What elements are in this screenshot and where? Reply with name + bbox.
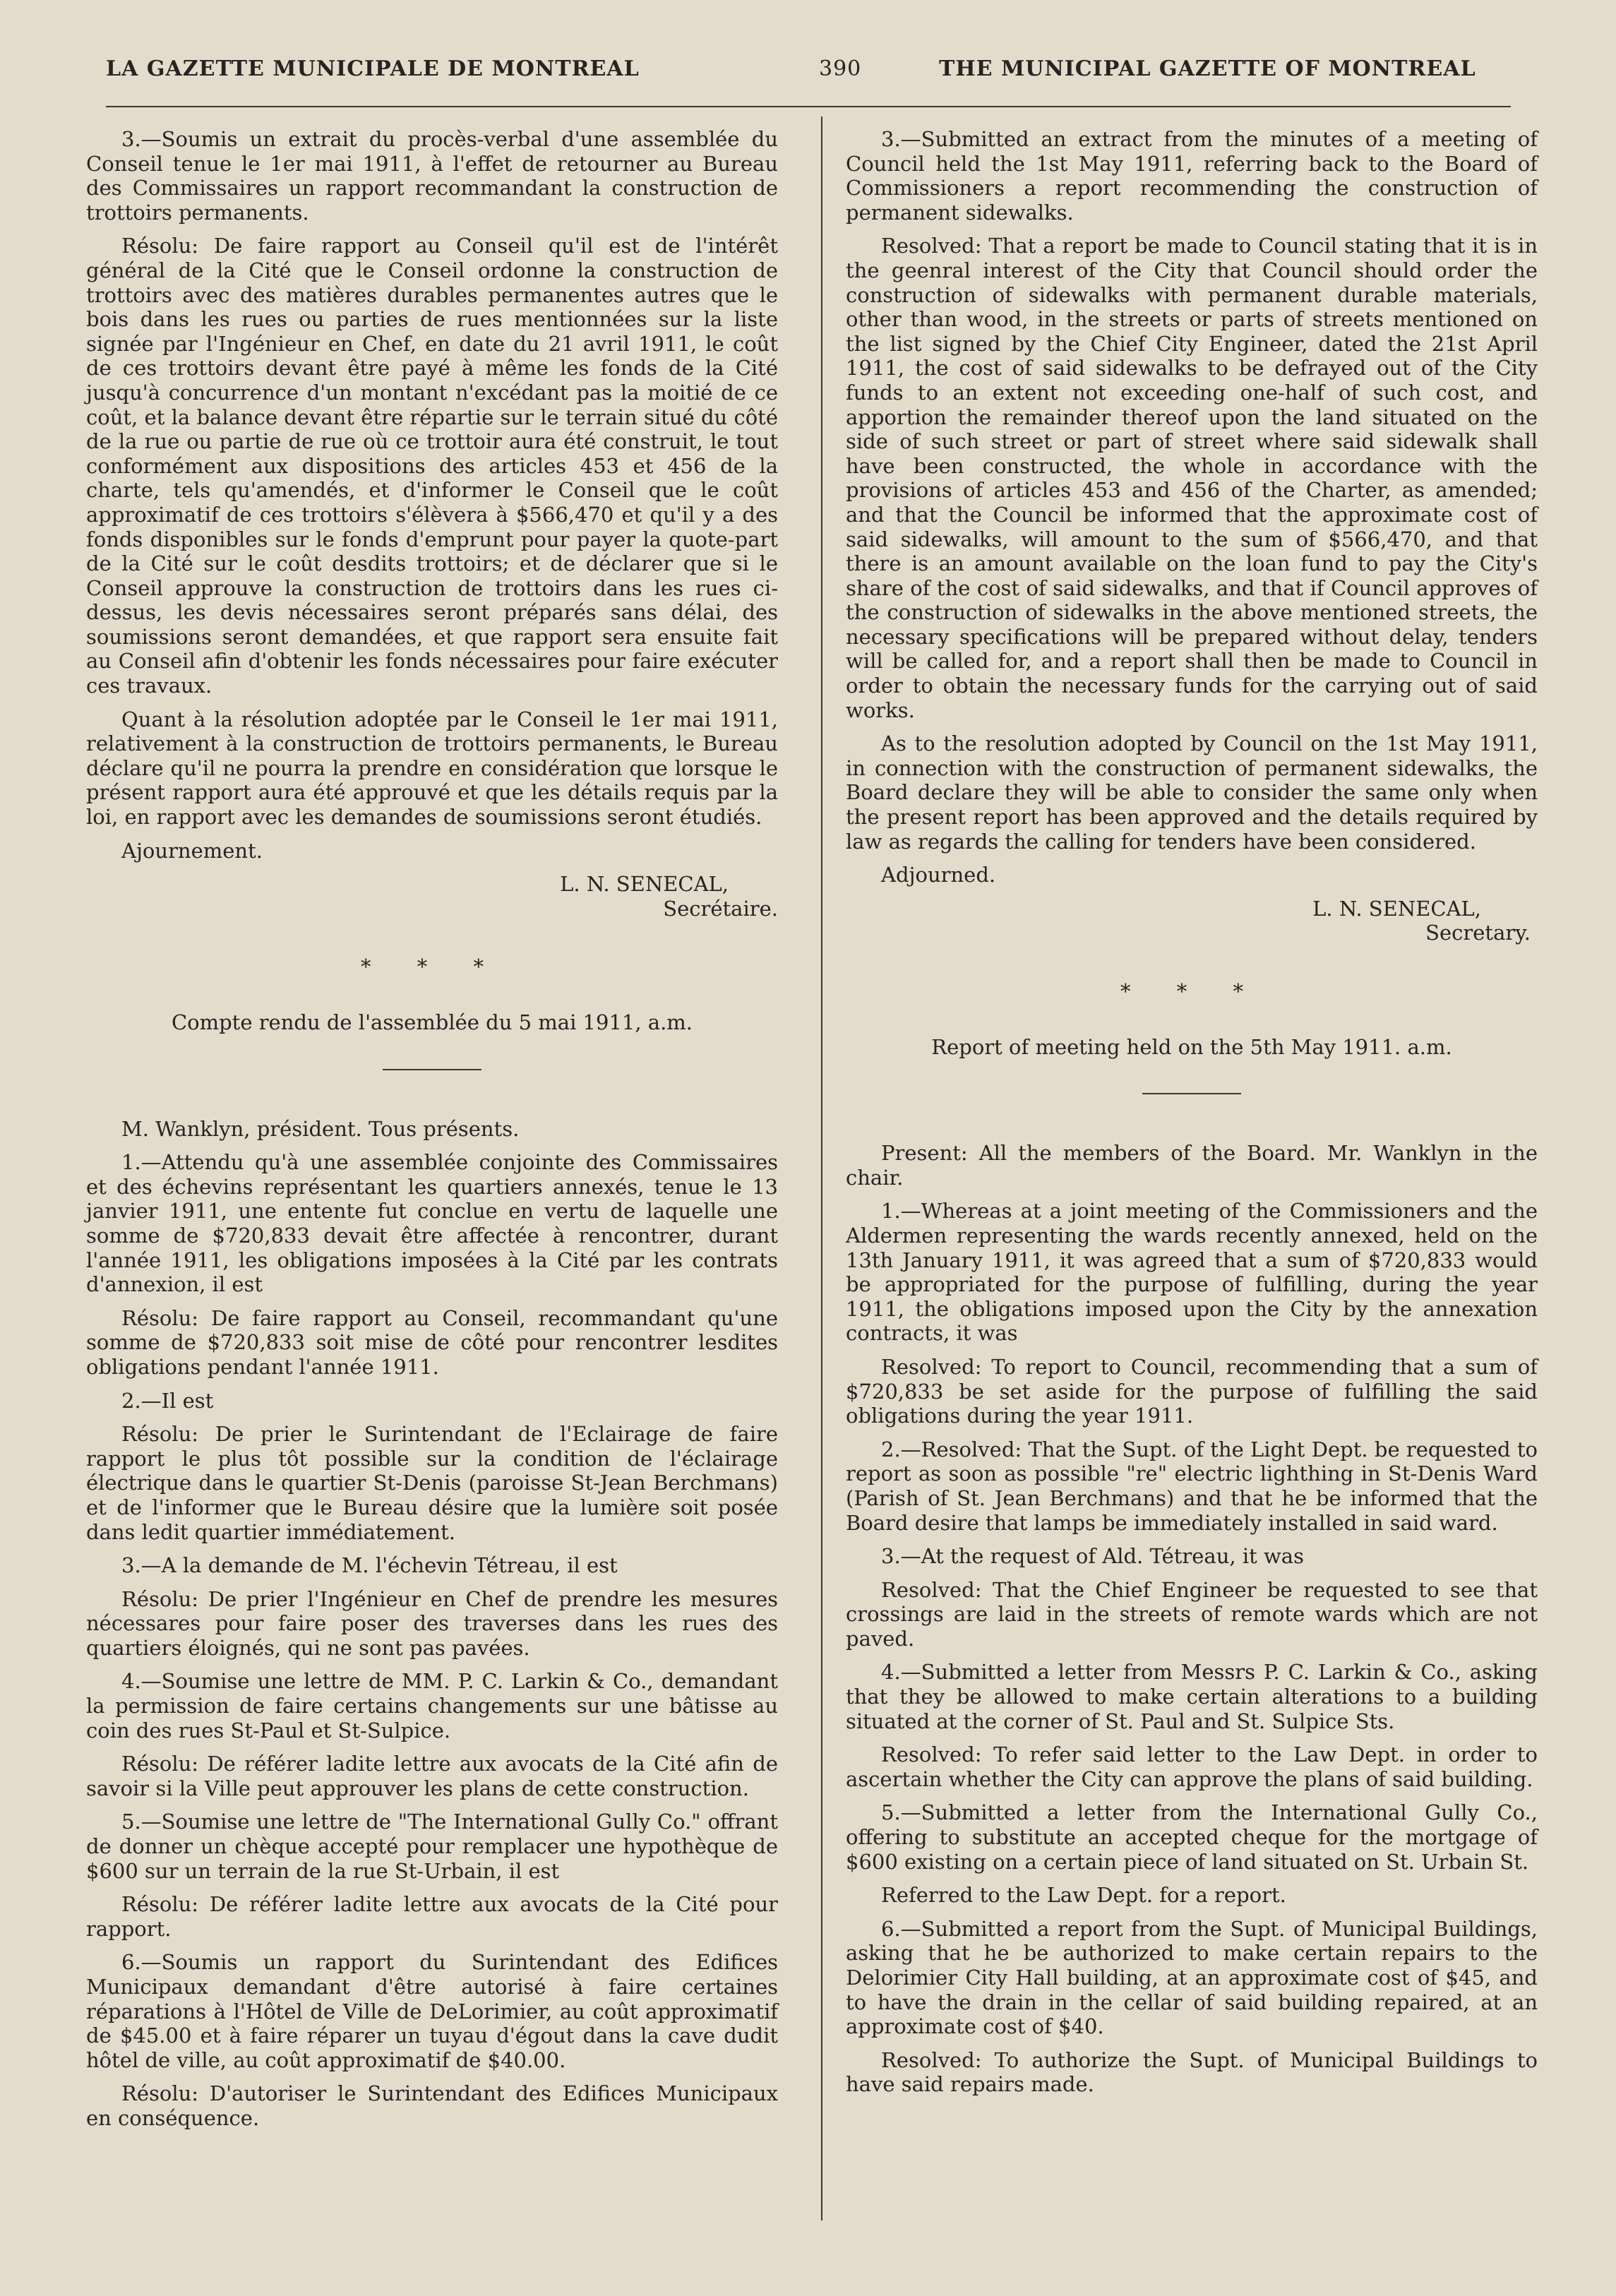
- resolution: Résolu: De prier l'Ingénieur en Chef de prendre les mesures nécessares pour faire poser des traverses dans les rues des quartiers éloignés, qui ne sont pas pavées.: [86, 1586, 778, 1660]
- column-divider: [821, 116, 822, 2220]
- item: 6.—Soumis un rapport du Surintendant des Edifices Municipaux demandant d'être autorisé à faire certaines réparations à l'Hôtel de Ville de DeLorimier, au coût approximatif de $45.00 et à faire réparer un tuyau d'égout dans la cave dudit hôtel de ville, au coût approximatif de $40.00.: [86, 1950, 778, 2072]
- resolution: Résolu: De prier le Surintendant de l'Eclairage de faire rapport le plus tôt possible sur la condition de l'éclairage électrique dans le quartier St-Denis (paroisse St-Jean Berchmans) et de l'informer que le Bureau désire que la lumière soit posée dans ledit quartier immédiatement.: [86, 1422, 778, 1544]
- resolution: Résolu: D'autoriser le Surintendant des Edifices Municipaux en conséquence.: [86, 2081, 778, 2130]
- item: 5.—Soumise une lettre de "The International Gully Co." offrant de donner un chèque accepté pour remplacer une hypothèque de $600 sur un terrain de la rue St-Urbain, il est: [86, 1810, 778, 1883]
- item: 1.—Attendu qu'à une assemblée conjointe des Commissaires et des échevins représentant les quartiers annexés, tenue le 13 janvier 1911, une entente fut conclue en vertu de laquelle une somme de $720,833 devait être affectée à rencontrer, durant l'année 1911, les obligations imposées à la Cité par les contrats d'annexion, il est: [86, 1150, 778, 1297]
- meeting-title: Compte rendu de l'assemblée du 5 mai 1911, a.m.: [171, 1010, 693, 1034]
- resolution: Résolu: De faire rapport au Conseil, recommandant qu'une somme de $720,833 soit mise de côté pour rencontrer lesdites obligations pendant l'année 1911.: [86, 1305, 778, 1379]
- item: 2.—Resolved: That the Supt. of the Light Dept. be requested to report as soon as possible "re" electric lighthing in St-Denis Ward (Parish of St. Jean Berchmans) and that he be informed that the Board desire that lamps be immediately installed in said ward.: [846, 1437, 1538, 1535]
- signature-title: Secrétaire.: [663, 896, 778, 921]
- paragraph: Quant à la résolution adoptée par le Conseil le 1er mai 1911, relativement à la construction de trottoirs permanents, le Bureau déclare qu'il ne pourra la prendre en considération que lorsque le présent rapport aura été approuvé et que les détails requis par la loi, en rapport avec les demandes de soumissions seront étudiés.: [86, 707, 778, 830]
- section-rule: [383, 1069, 481, 1070]
- section-rule: [1142, 1093, 1241, 1094]
- signature-name: L. N. SENECAL,: [1312, 896, 1481, 921]
- item: 3.—At the request of Ald. Tétreau, it was: [881, 1544, 1304, 1569]
- signature-name: L. N. SENECAL,: [560, 872, 729, 897]
- english-column: [846, 127, 1538, 2106]
- signature-title: Secretary.: [1425, 921, 1531, 945]
- header-rule: [106, 106, 1511, 107]
- paragraph: 3.—Submitted an extract from the minutes of a meeting of Council held the 1st May 1911, referring back to the Board of Commissioners a report recommending the construction of permanent sidewalks.: [846, 127, 1538, 225]
- resolution: Resolved: To report to Council, recommending that a sum of $720,833 be set aside for the purpose of fulfilling the said obligations during the year 1911.: [846, 1354, 1538, 1428]
- item: 6.—Submitted a report from the Supt. of Municipal Buildings, asking that he be authorized to make certain repairs to the Delorimier City Hall building, at an approximate cost of $45, and to have the drain in the cellar of said building repaired, at an approximate cost of $40.: [846, 1916, 1538, 2039]
- adjournment: Ajournement.: [121, 838, 263, 863]
- paragraph: 3.—Soumis un extrait du procès-verbal d'une assemblée du Conseil tenue le 1er mai 1911, à l'effet de retourner au Bureau des Commissaires un rapport recommandant la construction de trottoirs permanents.: [86, 127, 778, 225]
- paragraph: As to the resolution adopted by Council on the 1st May 1911, in connection with the construction of permanent sidewalks, the Board declare they will be able to consider the same only when the present report has been approved and the details required by law as regards the calling for tenders have been considered.: [846, 731, 1538, 854]
- attendance: M. Wanklyn, président. Tous présents.: [121, 1116, 520, 1141]
- resolution: Resolved: To refer said letter to the Law Dept. in order to ascertain whether the City can approve the plans of said building.: [846, 1742, 1538, 1791]
- header-french-title: LA GAZETTE MUNICIPALE DE MONTREAL: [106, 56, 640, 81]
- resolution: Resolved: To authorize the Supt. of Municipal Buildings to have said repairs made.: [846, 2047, 1538, 2097]
- page-header: [106, 56, 1511, 99]
- page-number: 390: [819, 56, 862, 81]
- section-stars: * * *: [1120, 979, 1263, 1003]
- item: 1.—Whereas at a joint meeting of the Commissioners and the Aldermen representing the wards recently annexed, held on the 13th January 1911, it was agreed that a sum of $720,833 would be appropriated for the purpose of fulfilling, during the year 1911, the obligations imposed upon the City by the annexation contracts, it was: [846, 1199, 1538, 1346]
- resolution: Résolu: De référer ladite lettre aux avocats de la Cité pour rapport.: [86, 1892, 778, 1941]
- french-column: [86, 127, 778, 2140]
- item: 2.—Il est: [121, 1388, 214, 1413]
- item: 4.—Soumise une lettre de MM. P. C. Larkin & Co., demandant la permission de faire certains changements sur une bâtisse au coin des rues St-Paul et St-Sulpice.: [86, 1669, 778, 1742]
- adjournment: Adjourned.: [881, 863, 996, 887]
- section-stars: * * *: [361, 955, 503, 979]
- signature-block: [86, 872, 778, 921]
- resolution: Résolu: De référer ladite lettre aux avocats de la Cité afin de savoir si la Ville peut approuver les plans de cette construction.: [86, 1752, 778, 1800]
- resolution: Referred to the Law Dept. for a report.: [881, 1883, 1286, 1908]
- item: 4.—Submitted a letter from Messrs P. C. Larkin & Co., asking that they be allowed to make certain alterations to a building situated at the corner of St. Paul and St. Sulpice Sts.: [846, 1660, 1538, 1733]
- paragraph: Résolu: De faire rapport au Conseil qu'il est de l'intérêt général de la Cité que le Conseil ordonne la construction de trottoirs avec des matières durables permanentes autres que le bois dans les rues ou parties de rues mentionnées sur la liste signée par l'Ingénieur en Chef, en date du 21 avril 1911, le coût de ces trottoirs devant être payé à même les fonds de la Cité jusqu'à concurrence d'un montant n'excédant pas la moitié de ce coût, et la balance devant être répartie sur le terrain situé du côté de la rue ou partie de rue où ce trottoir aura été construit, le tout conformément aux dispositions des articles 453 et 456 de la charte, tels qu'amendés, et d'informer le Conseil que le coût approximatif de ces trottoirs s'élèvera à $566,470 et qu'il y a des fonds disponibles sur le fonds d'emprunt pour payer la quote-part de la Cité sur le coût desdits trottoirs; et de déclarer que si le Conseil approuve la construction de trottoirs dans les rues ci-dessus, les devis nécessaires seront préparés sans délai, des soumissions seront demandées, et que rapport sera ensuite fait au Conseil afin d'obtenir les fonds nécessaires pour faire exécuter ces travaux.: [86, 234, 778, 698]
- item: 3.—A la demande de M. l'échevin Tétreau, il est: [121, 1553, 618, 1578]
- resolution: Resolved: That the Chief Engineer be requested to see that crossings are laid in the streets of remote wards which are not paved.: [846, 1577, 1538, 1651]
- header-english-title: THE MUNICIPAL GAZETTE OF MONTREAL: [939, 56, 1476, 81]
- signature-block: [846, 897, 1538, 945]
- item: 5.—Submitted a letter from the International Gully Co., offering to substitute an accepted cheque for the mortgage of $600 existing on a certain piece of land situated on St. Urbain St.: [846, 1800, 1538, 1874]
- attendance: Present: All the members of the Board. Mr. Wanklyn in the chair.: [846, 1141, 1538, 1190]
- paragraph: Resolved: That a report be made to Council stating that it is in the geenral interest of the City that Council should order the construction of sidewalks with permanent durable materials, other than wood, in the streets or parts of streets mentioned on the list signed by the Chief City Engineer, dated the 21st April 1911, the cost of said sidewalks to be defrayed out of the City funds to an extent not exceeding one-half of such cost, and apportion the remainder thereof upon the land situated on the side of such street or part of street where said sidewalk shall have been constructed, the whole in accordance with the provisions of articles 453 and 456 of the Charter, as amended; and that the Council be informed that the approximate cost of said sidewalks, will amount to the sum of $566,470, and that there is an amount available on the loan fund to pay the City's share of the cost of said sidewalks, and that if Council approves of the construction of sidewalks in the above mentioned streets, the necessary specifications will be prepared without delay, tenders will be called for, and a report shall then be made to Council in order to obtain the necessary funds for the carrying out of said works.: [846, 234, 1538, 722]
- meeting-title: Report of meeting held on the 5th May 1911. a.m.: [931, 1034, 1452, 1059]
